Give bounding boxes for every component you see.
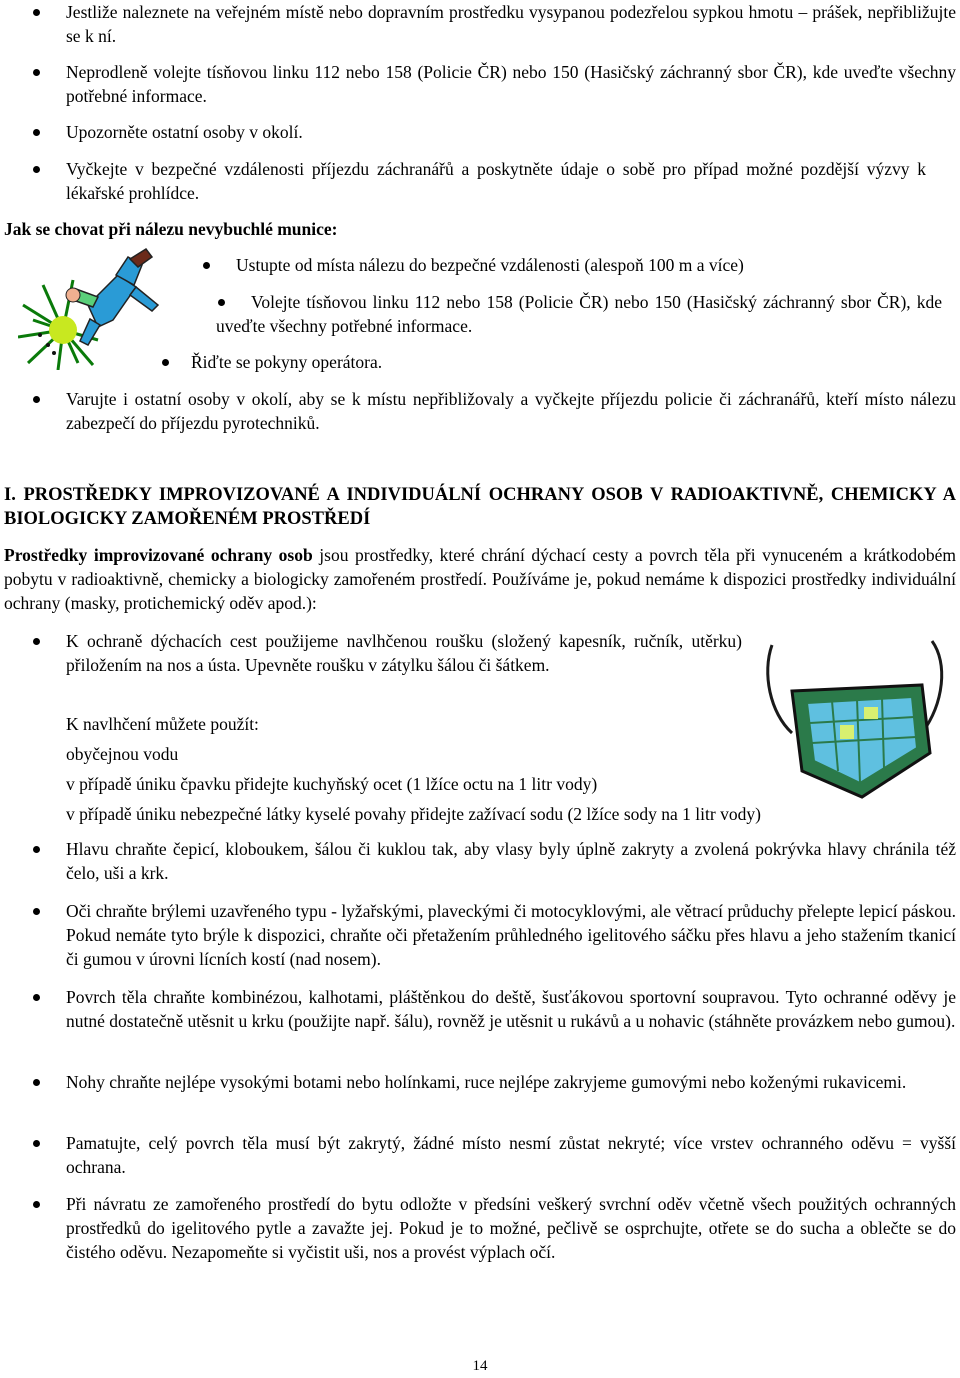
section-intro (4, 543, 956, 615)
list-item: Upozorněte ostatní osoby v okolí. (66, 122, 303, 142)
bullet (33, 396, 40, 403)
page-number: 14 (472, 1358, 488, 1374)
bullet (33, 1079, 40, 1086)
moisten-title: K navlhčení můžete použít: (66, 714, 259, 734)
intro-bold: Prostředky improvizované ochrany osob (4, 545, 313, 565)
list-item: K ochraně dýchacích cest použijeme navlhčenou roušku (složený kapesník, ručník, utěrku) přiložením na nos a ústa. Upevněte roušku v zátylku šálou či šátkem. (66, 631, 742, 675)
list-item: Volejte tísňovou linku 112 nebo 158 (Policie ČR) nebo 150 (Hasičský záchranný sbor ČR), kde uveďte všechny potřebné informace. (216, 292, 942, 336)
bullet (33, 908, 40, 915)
list-item: Varujte i ostatní osoby v okolí, aby se k místu nepřibližovaly a vyčkejte příjezdu policie či záchranářů, kteří místo nálezu zabezpečí do příjezdu pyrotechniků. (66, 389, 956, 433)
list-item: Nohy chraňte nejlépe vysokými botami nebo holínkami, ruce nejlépe zakryjeme gumovými nebo koženými rukavicemi. (66, 1072, 907, 1092)
list-item: Povrch těla chraňte kombinézou, kalhotami, pláštěnkou do deště, šusťákovou sportovní soupravou. Tyto ochranné oděvy je nutné dostatečně utěsnit u krku (použijte např. šálu), rovněž je utěsnit u rukávů a u nohavic (stáhněte provázkem nebo gumou). (66, 987, 956, 1031)
bullet (33, 1201, 40, 1208)
list-item: Vyčkejte v bezpečné vzdálenosti příjezdu záchranářů a poskytněte údaje o sobě pro případ možné pozdější výzvy k lékařské prohlídce. (66, 159, 926, 203)
face-cloth-mask-icon (752, 633, 952, 803)
list-item: Hlavu chraňte čepicí, kloboukem, šálou či kuklou tak, aby vlasy byly úplně zakryty a zvolená pokrývka hlavy chránila též čelo, uši a krk. (66, 839, 956, 883)
list-item: Pamatujte, celý povrch těla musí být zakrytý, žádné místo nesmí zůstat nekryté; více vrstev ochranného oděvu = vyšší ochrana. (66, 1133, 956, 1177)
list-item: Ustupte od místa nálezu do bezpečné vzdálenosti (alespoň 100 m a více) (236, 255, 744, 275)
bullet (203, 262, 210, 269)
bullet (33, 638, 40, 645)
bullet (162, 359, 169, 366)
moisten-item: v případě úniku nebezpečné látky kyselé povahy přidejte zažívací sodu (2 lžíce sody na 1 litr vody) (66, 804, 761, 824)
bullet (33, 1140, 40, 1147)
list-item: Neprodleně volejte tísňovou linku 112 nebo 158 (Policie ČR) nebo 150 (Hasičský záchranný sbor ČR), kde uveďte všechny potřebné informace. (66, 62, 956, 106)
moisten-item: obyčejnou vodu (66, 744, 179, 764)
moisten-item: v případě úniku čpavku přidejte kuchyňský ocet (1 lžíce octu na 1 litr vody) (66, 774, 598, 794)
bullet (33, 9, 40, 16)
list-item: Oči chraňte brýlemi uzavřeného typu - lyžařskými, plaveckými či motocyklovými, ale větrací průduchy přelepte lepicí páskou. Pokud nemáte tyto brýle k dispozici, chraňte oči přetažením průhledného igelitového sáčku přes hlavu a jeho stažením tkanicí či gumou v úrovni lícních kostí (nad nosem). (66, 901, 956, 969)
munition-title: Jak se chovat při nálezu nevybuchlé munice: (4, 219, 338, 239)
list-item: Řiďte se pokyny operátora. (191, 352, 383, 372)
bullet (33, 69, 40, 76)
bullet (33, 846, 40, 853)
bullet (33, 166, 40, 173)
bullet (33, 129, 40, 136)
explosion-person-icon (18, 245, 168, 370)
intro-rest: jsou prostředky, které chrání dýchací cesty a povrch těla při vynuceném a krátkodobém pobytu v radioaktivně, chemicky a biologicky zamořeném prostředí. Používáme je, pokud nemáme k dispozici prostředky individuální ochrany (masky, protichemický oděv apod.): (4, 545, 956, 613)
list-item: Při návratu ze zamořeného prostředí do bytu odložte v předsíni veškerý svrchní oděv včetně všech použitých ochranných prostředků do igelitového pytle a zavažte jej. Pokud je to možné, pečlivě se osprchujte, otřete se do sucha a oblečte se do čistého oděvu. Nezapomeňte si vyčistit uši, nos a provést výplach očí. (66, 1194, 956, 1262)
bullet (33, 994, 40, 1001)
list-item: Jestliže naleznete na veřejném místě nebo dopravním prostředku vysypanou podezřelou sypkou hmotu – prášek, nepřibližujte se k ní. (66, 2, 956, 46)
section-heading: I. PROSTŘEDKY IMPROVIZOVANÉ A INDIVIDUÁLNÍ OCHRANY OSOB V RADIOAKTIVNĚ, CHEMICKY A BIOLOGICKY ZAMOŘENÉM PROSTŘEDÍ (4, 485, 956, 529)
